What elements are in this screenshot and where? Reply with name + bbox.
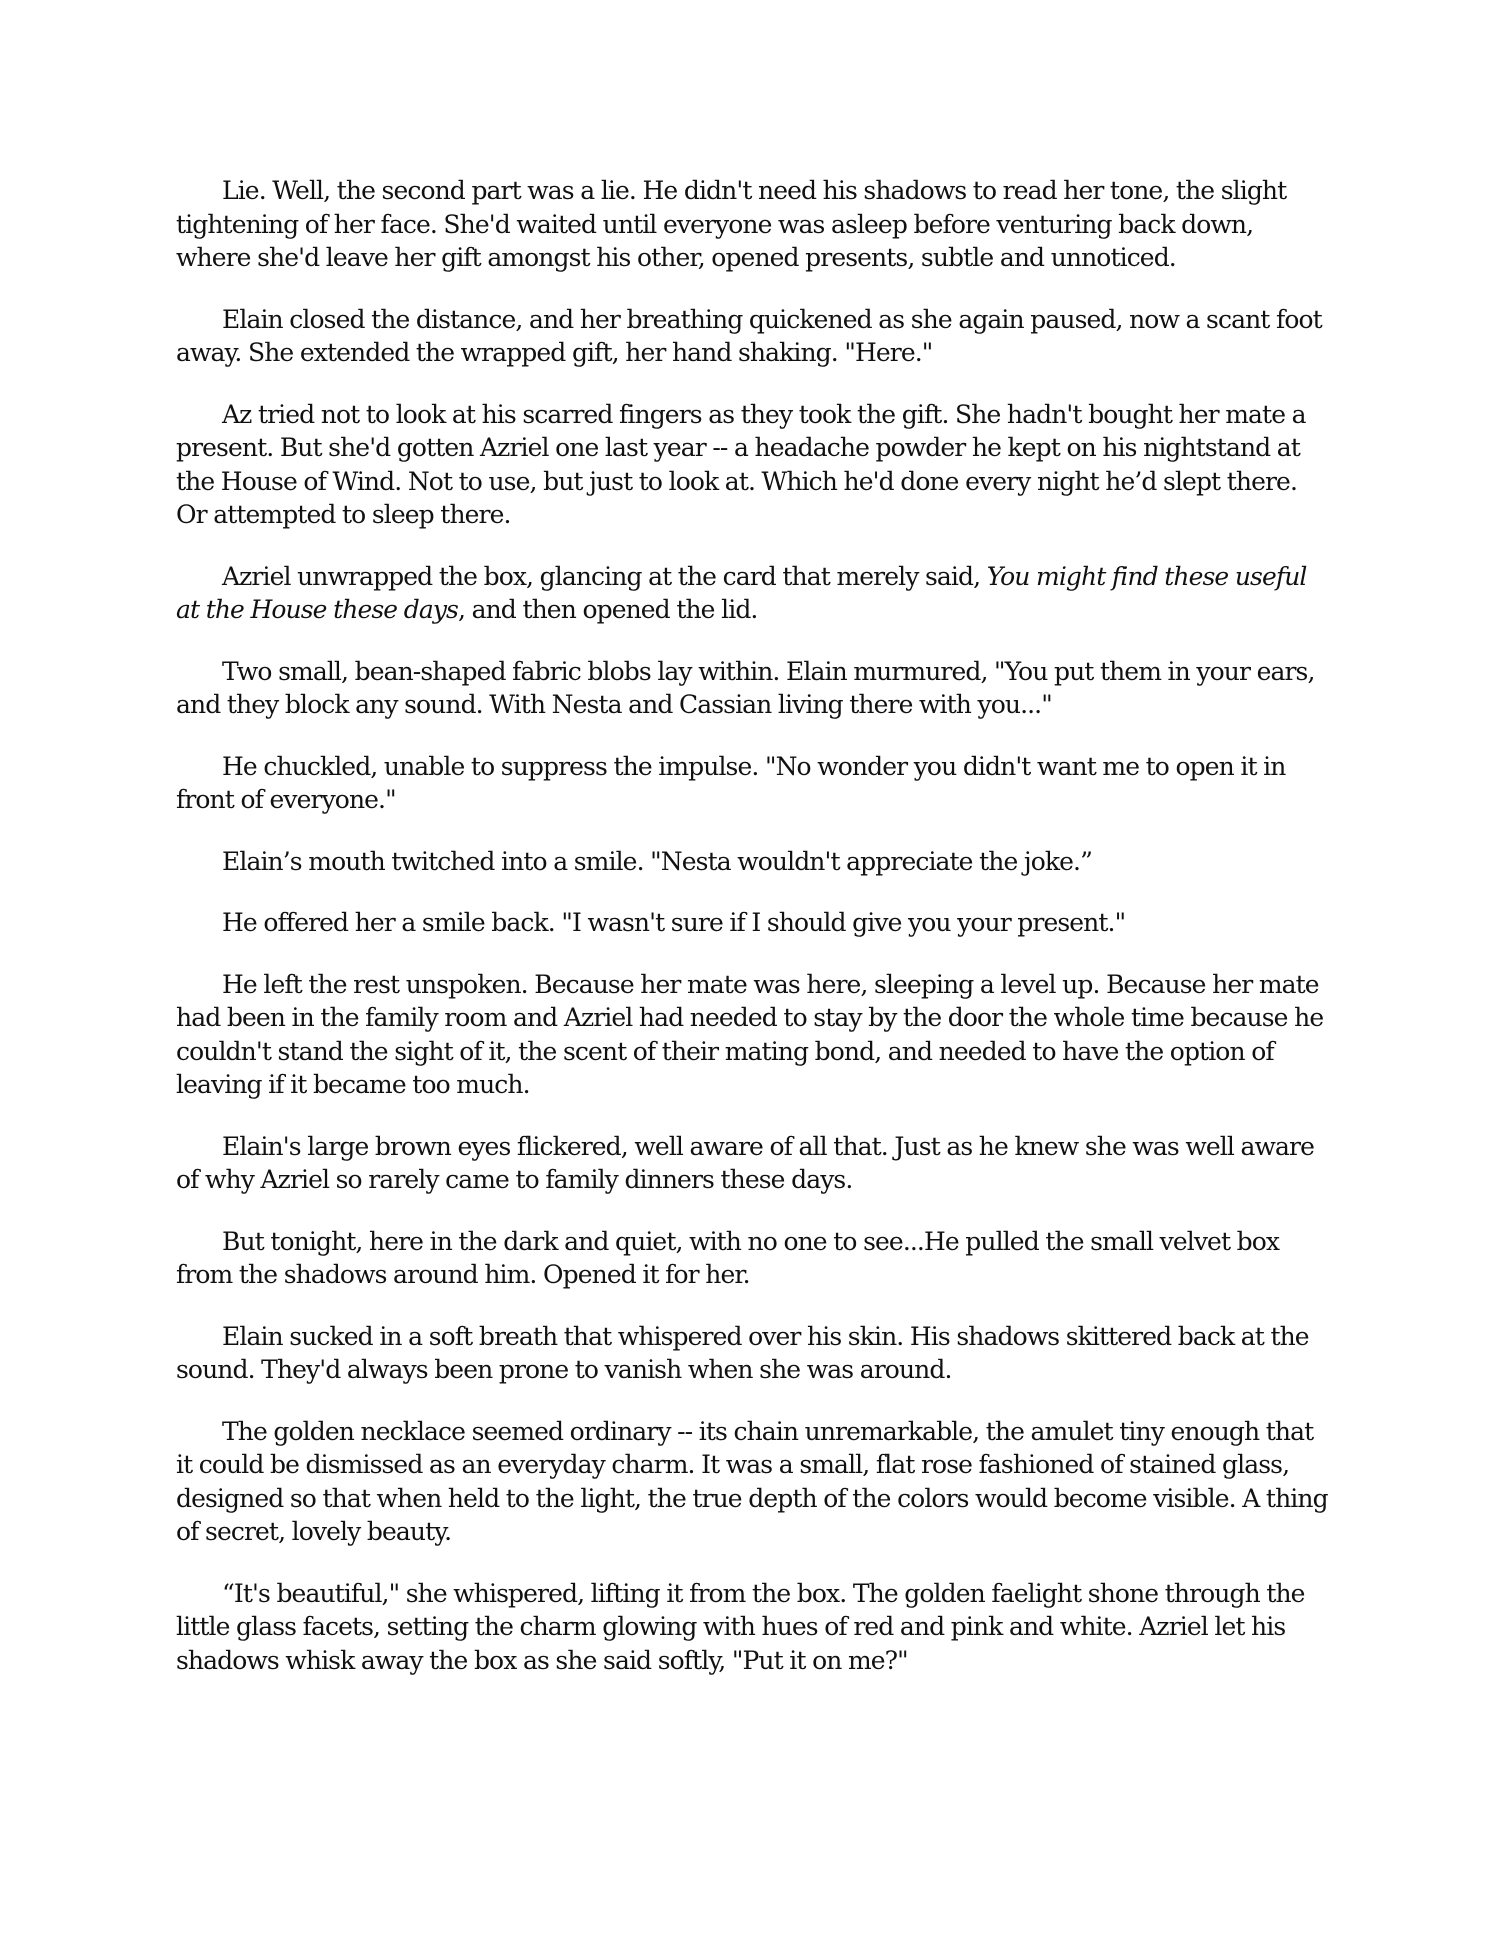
paragraph-text: He offered her a smile back. "I wasn't sure if I should give you your present." xyxy=(222,908,1126,937)
paragraph xyxy=(176,655,1328,722)
paragraph-text: Az tried not to look at his scarred fingers as they took the gift. She hadn't bought her mate a present. But she'd gotten Azriel one last year -- a headache powder he kept on his nightstand at the House of Wind. Not to use, but just to look at. Which he'd done every night he’d slept there. Or attempted to sleep there. xyxy=(176,399,1306,529)
paragraph xyxy=(176,1225,1328,1292)
paragraph-text: , and then opened the lid. xyxy=(458,595,758,624)
paragraph xyxy=(176,1577,1328,1678)
paragraph-text: Elain sucked in a soft breath that whispered over his skin. His shadows skittered back at the sound. They'd always been prone to vanish when she was around. xyxy=(176,1321,1309,1384)
paragraph-text: He chuckled, unable to suppress the impulse. "No wonder you didn't want me to open it in front of everyone." xyxy=(176,751,1286,814)
paragraph xyxy=(176,174,1328,275)
paragraph xyxy=(176,968,1328,1102)
paragraph-text: But tonight, here in the dark and quiet, with no one to see...He pulled the small velvet box from the shadows around him. Opened it for her. xyxy=(176,1226,1280,1289)
paragraph xyxy=(176,1415,1328,1549)
paragraph-text: Elain’s mouth twitched into a smile. "Nesta wouldn't appreciate the joke.” xyxy=(222,846,1092,876)
paragraph xyxy=(176,560,1328,627)
paragraph xyxy=(176,1320,1328,1387)
paragraph-text: Azriel unwrapped the box, glancing at the card that merely said, xyxy=(222,561,987,591)
paragraph-text: “It's beautiful," she whispered, lifting it from the box. The golden faelight shone through the little glass facets, setting the charm glowing with hues of red and pink and white. Azriel let his shadows whisk away the box as she said softly, "Put it on me?" xyxy=(176,1578,1305,1675)
paragraph xyxy=(176,750,1328,817)
paragraph-text: The golden necklace seemed ordinary -- its chain unremarkable, the amulet tiny enough that it could be dismissed as an everyday charm. It was a small, flat rose fashioned of stained glass, designed so that when held to the light, the true depth of the colors would become visible. A thing of secret, lovely beauty. xyxy=(176,1416,1328,1546)
paragraph xyxy=(176,398,1328,532)
paragraph xyxy=(176,906,1328,940)
paragraph xyxy=(176,1130,1328,1197)
document-page xyxy=(176,174,1328,1705)
card-message-italic: You might find these useful at the House these days xyxy=(176,561,1307,624)
paragraph-text: Elain's large brown eyes flickered, well aware of all that. Just as he knew she was well aware of why Azriel so rarely came to family dinners these days. xyxy=(176,1131,1314,1194)
paragraph-text: He left the rest unspoken. Because her mate was here, sleeping a level up. Because her mate had been in the family room and Azriel had needed to stay by the door the whole time because he couldn't stand the sight of it, the scent of their mating bond, and needed to have the option of leaving if it became too much. xyxy=(176,969,1324,1099)
paragraph-text: Lie. Well, the second part was a lie. He didn't need his shadows to read her tone, the slight tightening of her face. She'd waited until everyone was asleep before venturing back down, where she'd leave her gift amongst his other, opened presents, subtle and unnoticed. xyxy=(176,176,1287,272)
paragraph xyxy=(176,845,1328,879)
paragraph xyxy=(176,303,1328,370)
paragraph-text: Elain closed the distance, and her breathing quickened as she again paused, now a scant foot away. She extended the wrapped gift, her hand shaking. "Here." xyxy=(176,304,1322,367)
paragraph-text: Two small, bean-shaped fabric blobs lay within. Elain murmured, "You put them in your ears, and they block any sound. With Nesta and Cassian living there with you..." xyxy=(176,656,1315,719)
